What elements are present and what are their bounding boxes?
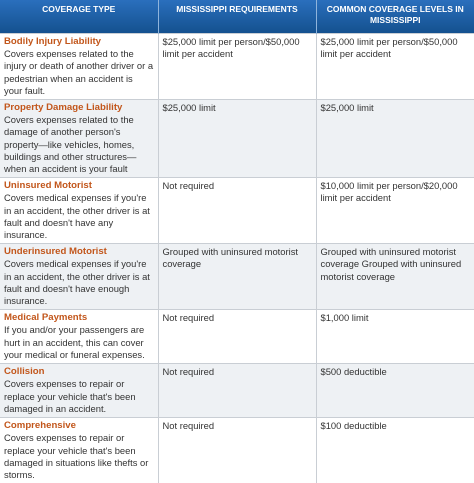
requirement-cell: Not required <box>158 364 316 418</box>
coverage-name: Comprehensive <box>4 420 154 432</box>
coverage-description: Covers medical expenses if you're in an accident, the other driver is at fault and doesn't have any insurance. <box>4 192 154 241</box>
coverage-type-cell <box>0 418 158 483</box>
table-row <box>0 244 474 310</box>
coverage-type-cell <box>0 244 158 310</box>
table-row <box>0 418 474 483</box>
coverage-name: Uninsured Motorist <box>4 180 154 192</box>
coverage-type-cell <box>0 310 158 364</box>
coverage-name: Bodily Injury Liability <box>4 36 154 48</box>
common-level-cell: $100 deductible <box>316 418 474 483</box>
common-level-cell: $25,000 limit per person/$50,000 limit per accident <box>316 34 474 100</box>
requirement-cell: Not required <box>158 310 316 364</box>
table-row <box>0 100 474 178</box>
requirement-cell: Not required <box>158 418 316 483</box>
coverage-name: Property Damage Liability <box>4 102 154 114</box>
requirement-cell: Not required <box>158 178 316 244</box>
coverage-description: If you and/or your passengers are hurt in an accident, this can cover your medical or funeral expenses. <box>4 324 154 361</box>
coverage-type-cell <box>0 364 158 418</box>
requirement-cell: $25,000 limit <box>158 100 316 178</box>
requirement-cell: Grouped with uninsured motorist coverage <box>158 244 316 310</box>
table-header <box>0 0 474 34</box>
common-level-cell: $10,000 limit per person/$20,000 limit per accident <box>316 178 474 244</box>
coverage-description: Covers expenses related to the damage of another person's property—like vehicles, homes, buildings and other structures—when an accident is your fault <box>4 114 154 175</box>
table-row <box>0 34 474 100</box>
table-row <box>0 364 474 418</box>
common-level-cell: $500 deductible <box>316 364 474 418</box>
header-mississippi-requirements: MISSISSIPPI REQUIREMENTS <box>158 0 316 34</box>
coverage-description: Covers expenses to repair or replace your vehicle that's been damaged in situations like thefts or storms. <box>4 432 154 481</box>
coverage-name: Medical Payments <box>4 312 154 324</box>
table-row <box>0 178 474 244</box>
header-coverage-type: COVERAGE TYPE <box>0 0 158 34</box>
requirement-cell: $25,000 limit per person/$50,000 limit per accident <box>158 34 316 100</box>
header-row <box>0 0 474 34</box>
common-level-cell: $1,000 limit <box>316 310 474 364</box>
header-common-coverage-levels: COMMON COVERAGE LEVELS IN MISSISSIPPI <box>316 0 474 34</box>
coverage-description: Covers medical expenses if you're in an accident, the other driver is at fault and doesn't have enough insurance. <box>4 258 154 307</box>
coverage-type-cell <box>0 34 158 100</box>
coverage-type-cell <box>0 178 158 244</box>
coverage-description: Covers expenses to repair or replace your vehicle that's been damaged in an accident. <box>4 378 154 415</box>
coverage-type-cell <box>0 100 158 178</box>
coverage-name: Underinsured Motorist <box>4 246 154 258</box>
table-row <box>0 310 474 364</box>
coverage-name: Collision <box>4 366 154 378</box>
common-level-cell: $25,000 limit <box>316 100 474 178</box>
coverage-description: Covers expenses related to the injury or death of another driver or a pedestrian when an accident is your fault. <box>4 48 154 97</box>
table-body <box>0 34 474 483</box>
common-level-cell: Grouped with uninsured motorist coverage Grouped with uninsured motorist coverage <box>316 244 474 310</box>
